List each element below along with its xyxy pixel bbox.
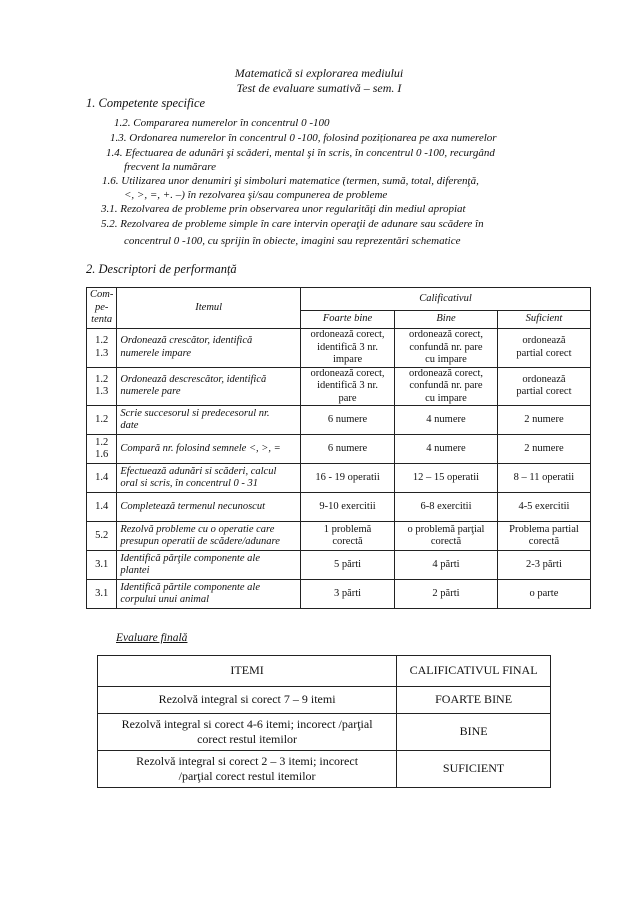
final-row [98,751,551,788]
item-description: Ordonează descrescător, identifică numerele pare [117,367,301,406]
competenta-item: 1.2. Compararea numerelor în concentrul 0 -100 [114,117,330,129]
final-evaluation-table [97,655,551,788]
document-subtitle: Test de evaluare sumativă – sem. I [236,81,402,95]
foarte-bine-value: ordonează corect, identifică 3 nr. impare [301,329,395,368]
col-header-itemul: Itemul [117,288,301,329]
item-description: Rezolvă probleme cu o operatie care presupun operatii de scădere/adunare [117,522,301,551]
col-header-competenta: Com- pe- tenta [87,288,117,329]
final-evaluation-body [98,687,551,788]
final-row [98,687,551,714]
competenta-code: 3.1 [87,580,117,609]
bine-value: o problemă parţial corectă [395,522,498,551]
foarte-bine-value: 16 - 19 operatii [301,464,395,493]
foarte-bine-value: 5 părti [301,551,395,580]
bine-value: 2 părti [395,580,498,609]
descriptor-row [87,435,591,464]
item-description: Efectuează adunări si scăderi, calcul oral si scris, în concentrul 0 - 31 [117,464,301,493]
descriptor-row [87,464,591,493]
foarte-bine-value: 3 părti [301,580,395,609]
foarte-bine-value: 6 numere [301,406,395,435]
col-header-itemi: ITEMI [98,656,397,687]
suficient-value: Problema partial corectă [497,522,590,551]
suficient-value: 2-3 părti [497,551,590,580]
final-evaluation-heading: Evaluare finală [116,632,188,644]
final-items-text: Rezolvă integral si corect 7 – 9 itemi [98,687,397,714]
suficient-value: o parte [497,580,590,609]
level-suficient: Suficient [497,311,590,329]
bine-value: 12 – 15 operatii [395,464,498,493]
competenta-code: 1.2 1.6 [87,435,117,464]
suficient-value: ordonează partial corect [497,329,590,368]
item-description: Identifică părtile componente ale corpului unui animal [117,580,301,609]
suficient-value: 4-5 exercitii [497,493,590,522]
item-description: Scrie succesorul si predecesorul nr. date [117,406,301,435]
descriptor-row [87,522,591,551]
final-items-text: Rezolvă integral si corect 4-6 itemi; incorect /parţial corect restul itemilor [98,714,397,751]
competenta-code: 3.1 [87,551,117,580]
item-description: Compară nr. folosind semnele <, >, = [117,435,301,464]
final-calificativ: SUFICIENT [397,751,551,788]
item-description: Completează termenul necunoscut [117,493,301,522]
competenta-item-continued: <, >, =, +. –) în rezolvarea şi/sau compunerea de probleme [124,189,388,201]
suficient-value: 8 – 11 operatii [497,464,590,493]
competenta-item-continued: concentrul 0 -100, cu sprijin în obiecte, imagini sau reprezentări schematice [124,235,461,247]
bine-value: ordonează corect, confundă nr. pare cu impare [395,367,498,406]
descriptor-row [87,551,591,580]
suficient-value: ordonează partial corect [497,367,590,406]
suficient-value: 2 numere [497,406,590,435]
competenta-item: 3.1. Rezolvarea de probleme prin observarea unor regularităţi din mediul apropiat [101,203,466,215]
final-calificativ: BINE [397,714,551,751]
section-heading-competente: 1. Competente specifice [86,96,206,110]
descriptor-row [87,493,591,522]
final-row [98,714,551,751]
competenta-code: 1.4 [87,493,117,522]
competenta-code: 5.2 [87,522,117,551]
bine-value: 4 numere [395,406,498,435]
col-header-calificativul-final: CALIFICATIVUL FINAL [397,656,551,687]
descriptors-body [87,329,591,609]
final-items-text: Rezolvă integral si corect 2 – 3 itemi; incorect /parţial corect restul itemilor [98,751,397,788]
competenta-code: 1.2 [87,406,117,435]
item-description: Ordonează crescător, identifică numerele impare [117,329,301,368]
competenta-item: 1.6. Utilizarea unor denumiri şi simboluri matematice (termen, sumă, total, diferenţă, [102,175,479,187]
competenta-item-continued: frecvent la numărare [124,161,217,173]
competenta-item: 1.3. Ordonarea numerelor în concentrul 0 -100, folosind poziționarea pe axa numerelor [110,132,497,144]
competenta-code: 1.2 1.3 [87,367,117,406]
foarte-bine-value: ordonează corect, identifică 3 nr. pare [301,367,395,406]
bine-value: 6-8 exercitii [395,493,498,522]
descriptor-row [87,580,591,609]
descriptor-row [87,406,591,435]
level-bine: Bine [395,311,498,329]
competenta-item: 1.4. Efectuarea de adunări şi scăderi, mental şi în scris, în concentrul 0 -100, recurgând [106,147,495,159]
document-title: Matematică si explorarea mediului [234,66,404,80]
foarte-bine-value: 6 numere [301,435,395,464]
bine-value: 4 numere [395,435,498,464]
competenta-item: 5.2. Rezolvarea de probleme simple în care intervin operaţii de adunare sau scădere în [101,218,484,230]
competenta-code: 1.2 1.3 [87,329,117,368]
level-foarte-bine: Foarte bine [301,311,395,329]
competenta-code: 1.4 [87,464,117,493]
descriptor-row [87,329,591,368]
col-header-calificativul: Calificativul [301,288,591,311]
bine-value: ordonează corect, confundă nr. pare cu impare [395,329,498,368]
foarte-bine-value: 9-10 exercitii [301,493,395,522]
section-heading-descriptori: 2. Descriptori de performanță [86,262,237,276]
descriptor-row [87,367,591,406]
item-description: Identifică părţile componente ale plantei [117,551,301,580]
descriptors-table [86,287,591,609]
bine-value: 4 părti [395,551,498,580]
suficient-value: 2 numere [497,435,590,464]
foarte-bine-value: 1 problemă corectă [301,522,395,551]
final-calificativ: FOARTE BINE [397,687,551,714]
